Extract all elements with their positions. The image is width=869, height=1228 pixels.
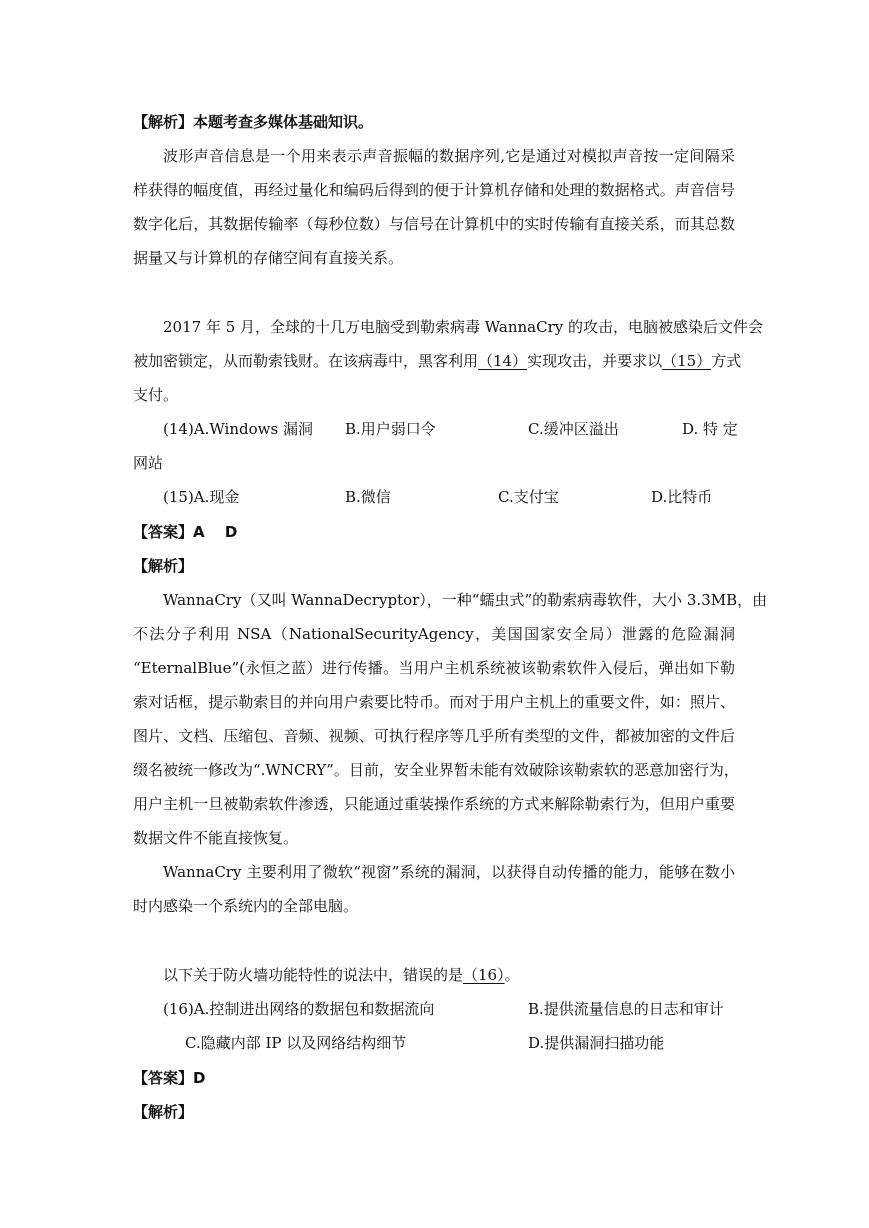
analysis-heading-2: 【解析】 <box>133 557 194 575</box>
blank-14: （14） <box>478 352 528 370</box>
stem-text: 被加密锁定，从而勒索钱财。在该病毒中，黑客利用 <box>133 352 479 370</box>
paragraph-line: 据量又与计算机的存储空间有直接关系。 <box>133 249 404 267</box>
stem-text: 实现攻击，并要求以 <box>527 352 663 370</box>
paragraph-line: 样获得的幅度值，再经过量化和编码后得到的便于计算机存储和处理的数据格式。声音信号 <box>133 181 735 199</box>
question-16-stem <box>163 965 520 985</box>
stem-text: 方式 <box>711 352 742 370</box>
option-15-a: (15)A.现金 <box>163 488 240 506</box>
paragraph-line: 用户主机一旦被勒索软件渗透，只能通过重装操作系统的方式来解除勒索行为，但用户重要 <box>133 795 735 813</box>
paragraph-line: 索对话框，提示勒索目的并向用户索要比特币。而对于用户主机上的重要文件，如：照片、 <box>133 693 735 711</box>
paragraph-line: 时内感染一个系统内的全部电脑。 <box>133 897 359 915</box>
option-15-b: B.微信 <box>345 488 391 506</box>
question-stem-line: 支付。 <box>133 386 179 404</box>
option-14-a: (14)A.Windows 漏洞 <box>163 420 313 438</box>
question-stem-line <box>133 351 741 371</box>
analysis-heading-1: 【解析】本题考查多媒体基础知识。 <box>133 113 374 131</box>
paragraph-line: 数字化后，其数据传输率（每秒位数）与信号在计算机中的实时传输有直接关系，而其总数 <box>133 215 735 233</box>
paragraph-line: 图片、文档、压缩包、音频、视频、可执行程序等几乎所有类型的文件，都被加密的文件后 <box>133 727 735 745</box>
option-14-d-wrap: 网站 <box>133 454 164 472</box>
option-16-b: B.提供流量信息的日志和审计 <box>528 1000 724 1018</box>
blank-16: （16） <box>463 966 505 984</box>
option-14-b: B.用户弱口令 <box>345 420 436 438</box>
paragraph-line: 数据文件不能直接恢复。 <box>133 829 299 847</box>
option-14-c: C.缓冲区溢出 <box>528 420 619 438</box>
stem-text: 以下关于防火墙功能特性的说法中，错误的是 <box>163 966 464 984</box>
answer-14-15: 【答案】A D <box>133 523 238 541</box>
option-15-d: D.比特币 <box>651 488 713 506</box>
option-14-d: D. 特 定 <box>682 420 738 438</box>
stem-text: 。 <box>504 966 520 984</box>
paragraph-line: WannaCry 主要利用了微软“视窗”系统的漏洞，以获得自动传播的能力，能够在数小 <box>163 863 735 881</box>
option-15-c: C.支付宝 <box>498 488 559 506</box>
option-16-c: C.隐藏内部 IP 以及网络结构细节 <box>185 1034 407 1052</box>
analysis-heading-3: 【解析】 <box>133 1103 194 1121</box>
paragraph-line: “EternalBlue”(永恒之蓝）进行传播。当用户主机系统被该勒索软件入侵后，弹出如下勒 <box>133 659 735 677</box>
paragraph-line: 波形声音信息是一个用来表示声音振幅的数据序列,它是通过对模拟声音按一定间隔采 <box>163 147 735 165</box>
question-stem-line: 2017 年 5 月，全球的十几万电脑受到勒索病毒 WannaCry 的攻击，电脑被感染后文件会 <box>163 318 764 336</box>
option-16-d: D.提供漏洞扫描功能 <box>528 1034 665 1052</box>
option-16-a: (16)A.控制进出网络的数据包和数据流向 <box>163 1000 435 1018</box>
blank-15: （15） <box>662 352 712 370</box>
paragraph-line: WannaCry（又叫 WannaDecryptor），一种“蠕虫式”的勒索病毒软件，大小 3.3MB，由 <box>163 591 768 609</box>
paragraph-line: 不法分子利用 NSA（NationalSecurityAgency，美国国家安全局）泄露的危险漏洞 <box>133 625 735 643</box>
paragraph-line: 缀名被统一修改为“.WNCRY”。目前，安全业界暂未能有效破除该勒索软的恶意加密行为， <box>133 761 739 779</box>
answer-16: 【答案】D <box>133 1069 206 1087</box>
